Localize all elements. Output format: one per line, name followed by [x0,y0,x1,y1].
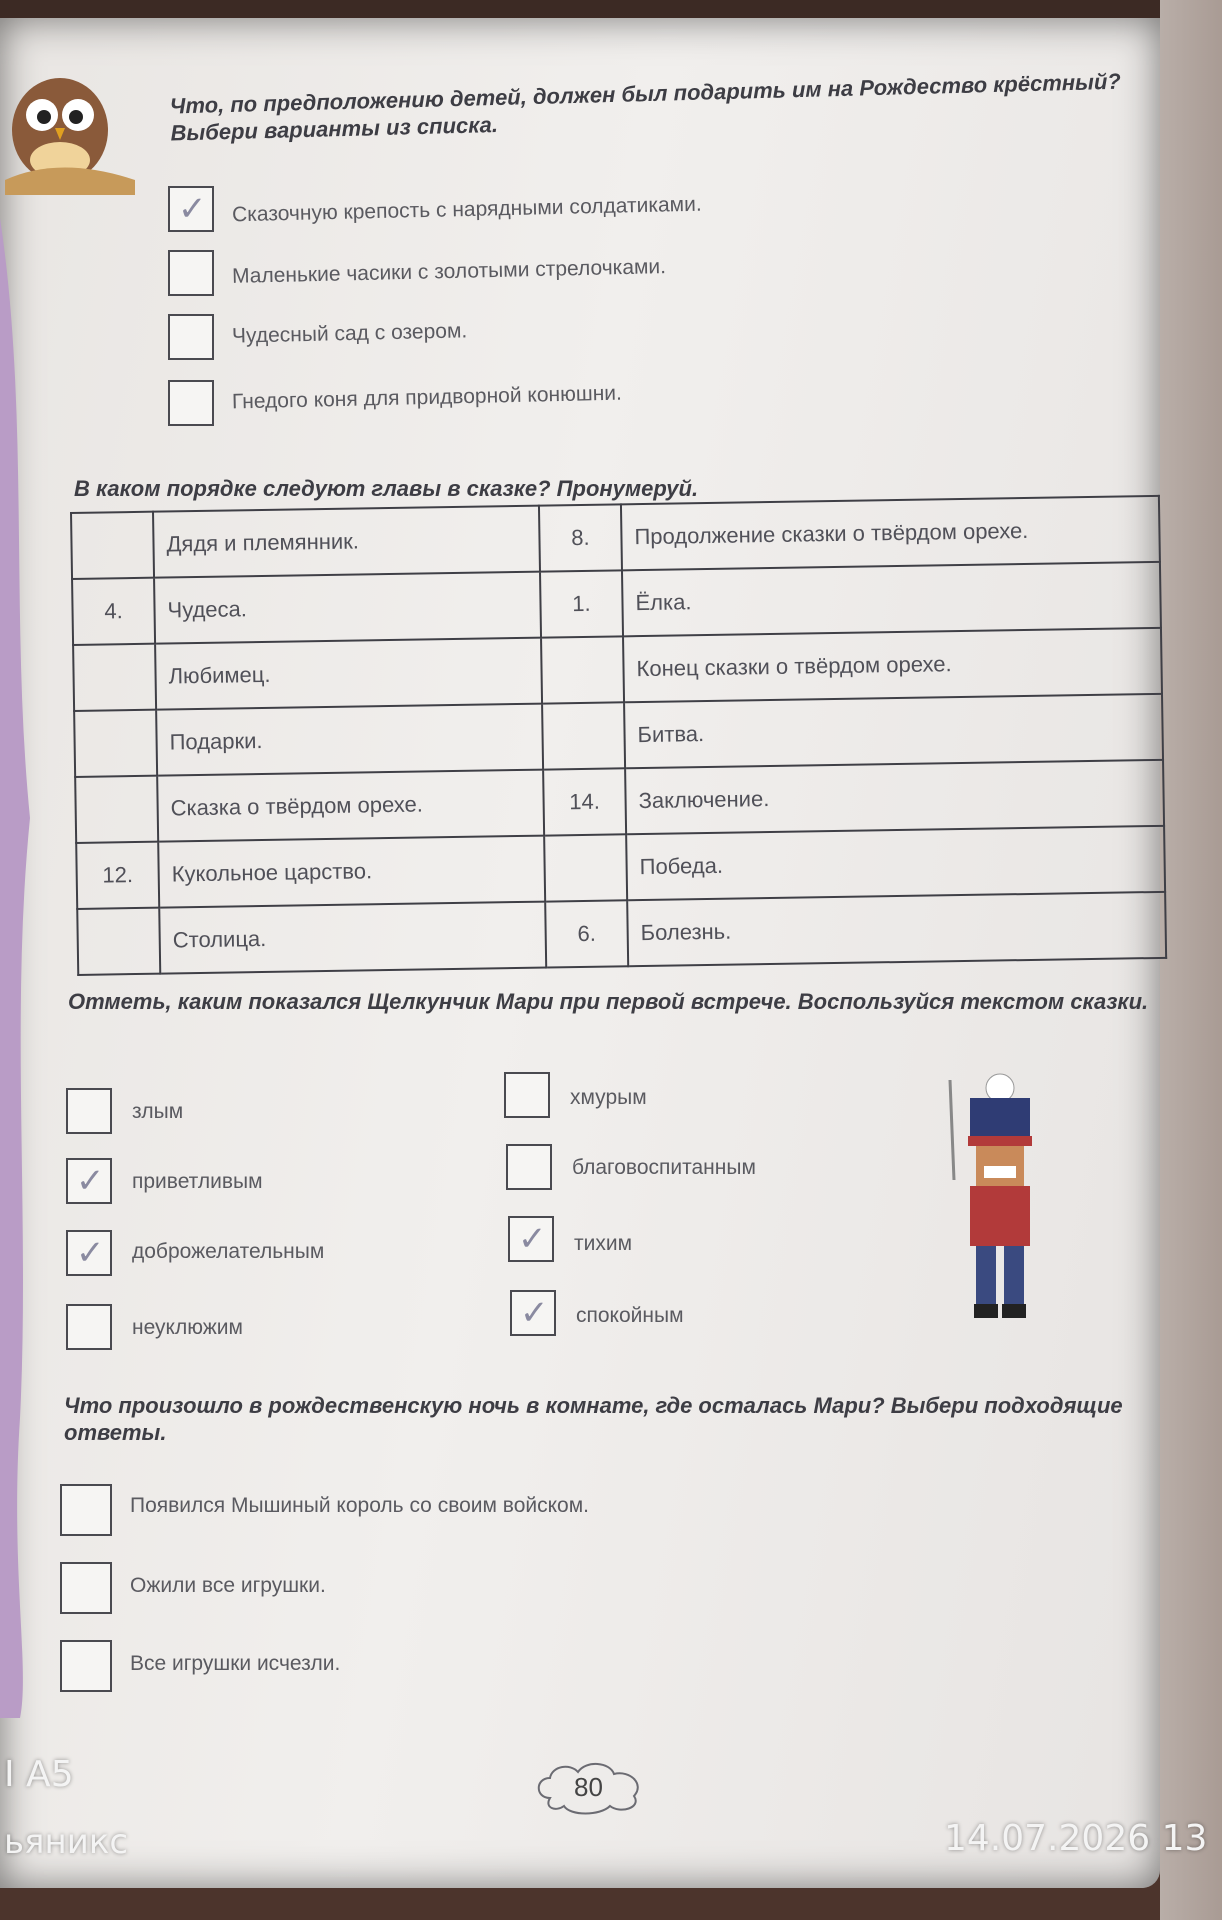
chapter-title: Кукольное царство. [158,836,545,908]
checkbox-horse[interactable] [168,380,214,426]
option-clumsy: неуклюжим [132,1316,243,1339]
chapter-number-input[interactable]: 1. [540,570,623,637]
chapter-title: Подарки. [156,704,543,776]
checkmark-icon: ✓ [178,190,207,228]
checkbox-gloomy[interactable] [504,1072,550,1118]
option-calm: спокойным [576,1304,684,1327]
option-watch: Маленькие часики с золотыми стрелочками. [231,255,667,288]
chapter-number-input[interactable] [542,702,625,769]
watermark-brand: ьяникс [4,1822,129,1862]
checkbox-clumsy[interactable] [66,1304,112,1350]
option-mouse-king: Появился Мышиный король со своим войском. [130,1494,589,1517]
checkbox-benevolent[interactable] [66,1230,112,1276]
chapter-title: Любимец. [155,638,542,710]
next-page-edge [1160,0,1222,1920]
chapter-order-table [70,495,1167,976]
chapter-title: Дядя и племянник. [153,506,540,578]
chapter-title: Продолжение сказки о твёрдом орехе. [621,496,1160,570]
checkbox-garden[interactable] [168,314,214,360]
option-friendly: приветливым [132,1170,263,1193]
chapter-number-input[interactable]: 6. [545,900,628,967]
page-number-badge [530,1758,650,1818]
option-benevolent: доброжелательным [132,1240,325,1263]
checkbox-angry[interactable] [66,1088,112,1134]
question-godfather-gift: Что, по предположению детей, должен был подарить им на Рождество крёстный? Выбери варианты из списка. [169,68,1122,146]
chapter-number-input[interactable]: 8. [539,504,622,571]
checkbox-toys-alive[interactable] [60,1562,112,1614]
option-toys-alive: Ожили все игрушки. [130,1574,326,1597]
question-christmas-night: Что произошло в рождественскую ночь в комнате, где осталась Мари? Выбери подходящие ответы. [64,1393,1123,1445]
checkbox-toys-vanished[interactable] [60,1640,112,1692]
chapter-title: Победа. [626,826,1165,900]
option-quiet: тихим [574,1232,633,1255]
chapter-number-input[interactable] [541,636,624,703]
checkbox-well-mannered[interactable] [506,1144,552,1190]
chapter-number-input[interactable]: 12. [76,842,159,909]
chapter-number-input[interactable] [75,776,158,843]
page-number: 80 [574,1772,603,1802]
option-horse: Гнедого коня для придворной конюшни. [231,381,623,414]
chapter-title: Чудеса. [154,572,541,644]
chapter-title: Конец сказки о твёрдом орехе. [623,628,1162,702]
chapter-title: Столица. [159,902,546,974]
option-fortress: Сказочную крепость с нарядными солдатиками. [231,192,702,227]
checkmark-icon: ✓ [76,1162,105,1200]
option-garden: Чудесный сад с озером. [231,319,468,348]
checkbox-watch[interactable] [168,250,214,296]
chapter-number-input[interactable] [74,710,157,777]
nutcracker-illustration [940,1070,1060,1330]
option-angry: злым [132,1100,184,1123]
checkbox-mouse-king[interactable] [60,1484,112,1536]
chapter-number-input[interactable] [77,908,160,975]
checkbox-friendly[interactable] [66,1158,112,1204]
chapter-title: Заключение. [625,760,1164,834]
chapter-title: Сказка о твёрдом орехе. [157,770,544,842]
checkbox-quiet[interactable] [508,1216,554,1262]
checkbox-fortress[interactable] [168,186,214,232]
chapter-number-input[interactable] [71,512,154,579]
chapter-number-input[interactable] [73,644,156,711]
decorative-stripe [0,218,40,1718]
watermark-date: 14.07.2026 13 [944,1818,1208,1859]
option-gloomy: хмурым [570,1086,647,1109]
question-nutcracker-impression: Отметь, каким показался Щелкунчик Мари при первой встрече. Воспользуйся текстом сказки. [68,989,1149,1014]
chapter-title: Болезнь. [627,892,1166,966]
chapter-number-input[interactable]: 14. [543,768,626,835]
option-toys-vanished: Все игрушки исчезли. [130,1652,341,1675]
watermark-device: I A5 [4,1754,74,1795]
checkbox-calm[interactable] [510,1290,556,1336]
chapter-title: Битва. [624,694,1163,768]
owl-illustration [0,60,140,200]
question-chapter-order: В каком порядке следуют главы в сказке? Пронумеруй. [74,476,699,501]
chapter-number-input[interactable]: 4. [72,578,155,645]
checkmark-icon: ✓ [76,1234,105,1272]
checkmark-icon: ✓ [518,1220,547,1258]
option-well-mannered: благовоспитанным [572,1156,756,1179]
chapter-title: Ёлка. [622,562,1161,636]
checkmark-icon: ✓ [520,1294,549,1332]
chapter-number-input[interactable] [544,834,627,901]
